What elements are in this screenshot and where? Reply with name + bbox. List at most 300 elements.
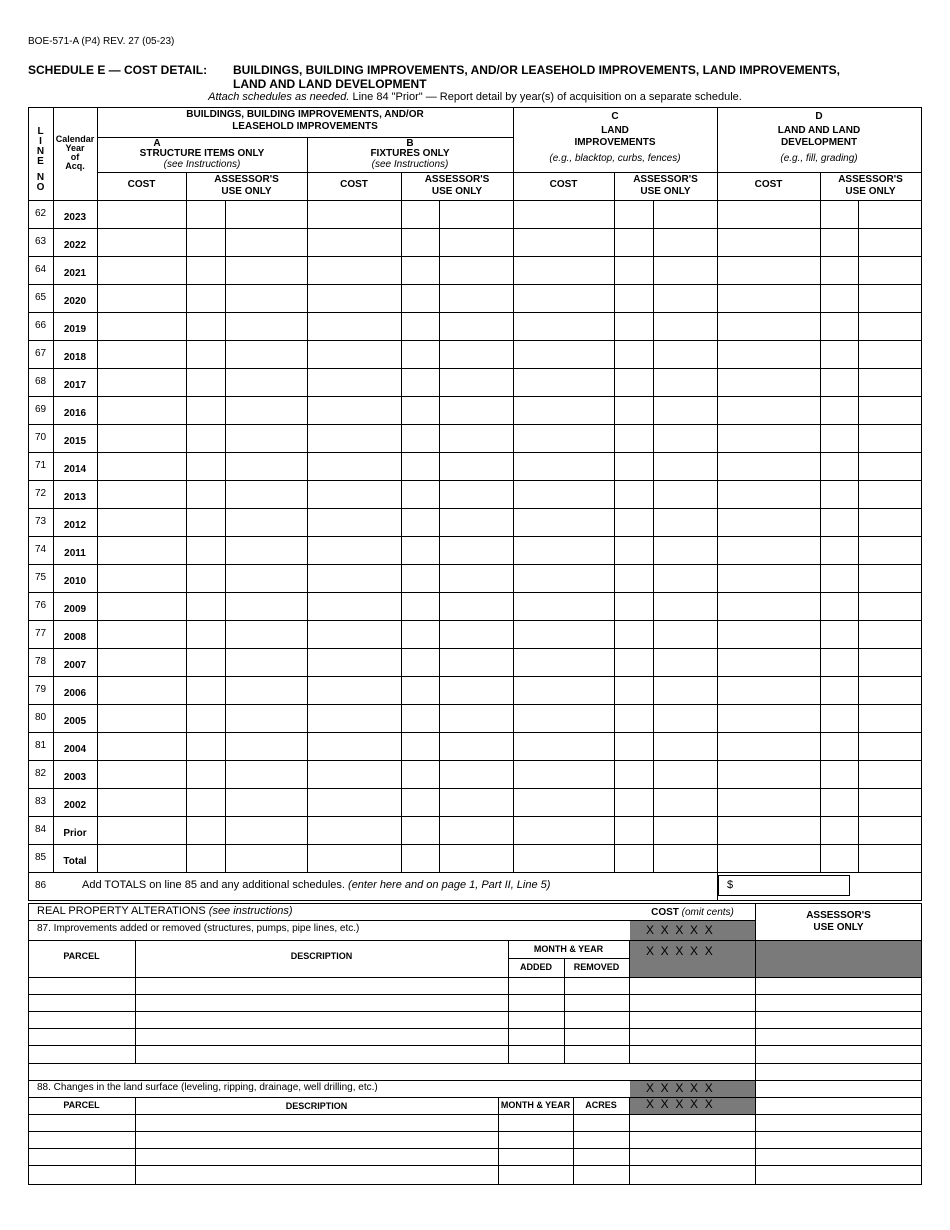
assessor-input[interactable]	[440, 677, 513, 704]
acres-input[interactable]	[574, 1149, 629, 1165]
assessor-input[interactable]	[187, 789, 225, 816]
assessor-input[interactable]	[654, 593, 717, 620]
cost-input[interactable]	[630, 1012, 755, 1028]
parcel-input[interactable]	[29, 978, 135, 994]
description-input[interactable]	[136, 1046, 508, 1063]
assessor-input[interactable]	[187, 649, 225, 676]
cost-input[interactable]	[308, 257, 401, 284]
assessor-input[interactable]	[187, 425, 225, 452]
total-input[interactable]	[718, 875, 850, 896]
assessor-input[interactable]	[226, 285, 307, 312]
assessor-input[interactable]	[821, 733, 858, 760]
cost-input[interactable]	[514, 229, 614, 256]
assessor-input[interactable]	[440, 369, 513, 396]
parcel-input[interactable]	[29, 1012, 135, 1028]
cost-input[interactable]	[98, 593, 186, 620]
cost-input[interactable]	[98, 845, 186, 872]
cost-input[interactable]	[98, 733, 186, 760]
assessor-input[interactable]	[615, 397, 653, 424]
assessor-input[interactable]	[615, 537, 653, 564]
cost-input[interactable]	[718, 537, 820, 564]
cost-input[interactable]	[514, 789, 614, 816]
description-input[interactable]	[136, 995, 508, 1011]
cost-input[interactable]	[514, 677, 614, 704]
assessor-input[interactable]	[756, 1029, 921, 1045]
parcel-input[interactable]	[29, 1166, 135, 1184]
assessor-input[interactable]	[859, 201, 921, 228]
assessor-input[interactable]	[402, 621, 439, 648]
assessor-input[interactable]	[615, 733, 653, 760]
cost-input[interactable]	[514, 733, 614, 760]
assessor-input[interactable]	[402, 313, 439, 340]
cost-input[interactable]	[514, 313, 614, 340]
month-year-input[interactable]	[499, 1149, 573, 1165]
assessor-input[interactable]	[402, 761, 439, 788]
assessor-input[interactable]	[859, 565, 921, 592]
assessor-input[interactable]	[859, 621, 921, 648]
assessor-input[interactable]	[615, 481, 653, 508]
description-input[interactable]	[136, 1149, 498, 1165]
cost-input[interactable]	[98, 649, 186, 676]
assessor-input[interactable]	[226, 313, 307, 340]
assessor-input[interactable]	[402, 257, 439, 284]
removed-input[interactable]	[565, 1046, 629, 1063]
removed-input[interactable]	[565, 978, 629, 994]
assessor-input[interactable]	[859, 369, 921, 396]
cost-input[interactable]	[308, 341, 401, 368]
cost-input[interactable]	[98, 285, 186, 312]
assessor-input[interactable]	[187, 705, 225, 732]
cost-input[interactable]	[718, 677, 820, 704]
cost-input[interactable]	[98, 817, 186, 844]
cost-input[interactable]	[98, 201, 186, 228]
assessor-input[interactable]	[859, 397, 921, 424]
assessor-input[interactable]	[615, 593, 653, 620]
cost-input[interactable]	[514, 817, 614, 844]
assessor-input[interactable]	[615, 453, 653, 480]
assessor-input[interactable]	[859, 649, 921, 676]
assessor-input[interactable]	[402, 397, 439, 424]
cost-input[interactable]	[98, 621, 186, 648]
assessor-input[interactable]	[440, 257, 513, 284]
parcel-input[interactable]	[29, 1046, 135, 1063]
cost-input[interactable]	[308, 313, 401, 340]
assessor-input[interactable]	[654, 453, 717, 480]
cost-input[interactable]	[630, 1115, 755, 1131]
assessor-input[interactable]	[440, 285, 513, 312]
cost-input[interactable]	[98, 481, 186, 508]
cost-input[interactable]	[308, 649, 401, 676]
cost-input[interactable]	[308, 425, 401, 452]
description-input[interactable]	[136, 1166, 498, 1184]
assessor-input[interactable]	[187, 453, 225, 480]
assessor-input[interactable]	[440, 201, 513, 228]
assessor-input[interactable]	[440, 453, 513, 480]
assessor-input[interactable]	[859, 257, 921, 284]
cost-input[interactable]	[630, 1149, 755, 1165]
assessor-input[interactable]	[402, 677, 439, 704]
cost-input[interactable]	[308, 229, 401, 256]
assessor-input[interactable]	[440, 733, 513, 760]
cost-input[interactable]	[98, 397, 186, 424]
cost-input[interactable]	[514, 845, 614, 872]
cost-input[interactable]	[718, 229, 820, 256]
assessor-input[interactable]	[226, 453, 307, 480]
added-input[interactable]	[509, 1046, 564, 1063]
assessor-input[interactable]	[226, 677, 307, 704]
assessor-input[interactable]	[226, 509, 307, 536]
cost-input[interactable]	[718, 285, 820, 312]
cost-input[interactable]	[308, 537, 401, 564]
assessor-input[interactable]	[821, 593, 858, 620]
cost-input[interactable]	[514, 537, 614, 564]
assessor-input[interactable]	[402, 425, 439, 452]
assessor-input[interactable]	[226, 705, 307, 732]
cost-input[interactable]	[98, 565, 186, 592]
parcel-input[interactable]	[29, 1132, 135, 1148]
acres-input[interactable]	[574, 1132, 629, 1148]
assessor-input[interactable]	[821, 565, 858, 592]
cost-input[interactable]	[98, 341, 186, 368]
cost-input[interactable]	[308, 481, 401, 508]
assessor-input[interactable]	[440, 593, 513, 620]
assessor-input[interactable]	[654, 341, 717, 368]
cost-input[interactable]	[308, 509, 401, 536]
assessor-input[interactable]	[615, 565, 653, 592]
assessor-input[interactable]	[187, 845, 225, 872]
assessor-input[interactable]	[615, 229, 653, 256]
assessor-input[interactable]	[821, 453, 858, 480]
assessor-input[interactable]	[226, 341, 307, 368]
assessor-input[interactable]	[821, 789, 858, 816]
assessor-input[interactable]	[859, 481, 921, 508]
cost-input[interactable]	[98, 509, 186, 536]
cost-input[interactable]	[630, 995, 755, 1011]
assessor-input[interactable]	[654, 201, 717, 228]
assessor-input[interactable]	[821, 817, 858, 844]
assessor-input[interactable]	[187, 201, 225, 228]
cost-input[interactable]	[514, 285, 614, 312]
assessor-input[interactable]	[226, 481, 307, 508]
assessor-input[interactable]	[654, 817, 717, 844]
assessor-input[interactable]	[821, 621, 858, 648]
assessor-input[interactable]	[402, 845, 439, 872]
assessor-input[interactable]	[654, 397, 717, 424]
cost-input[interactable]	[718, 453, 820, 480]
cost-input[interactable]	[718, 817, 820, 844]
assessor-input[interactable]	[859, 817, 921, 844]
cost-input[interactable]	[308, 593, 401, 620]
assessor-input[interactable]	[187, 285, 225, 312]
assessor-input[interactable]	[654, 789, 717, 816]
assessor-input[interactable]	[821, 313, 858, 340]
cost-input[interactable]	[98, 369, 186, 396]
assessor-input[interactable]	[654, 705, 717, 732]
assessor-input[interactable]	[615, 509, 653, 536]
cost-input[interactable]	[308, 565, 401, 592]
assessor-input[interactable]	[821, 229, 858, 256]
assessor-input[interactable]	[859, 425, 921, 452]
assessor-input[interactable]	[654, 313, 717, 340]
assessor-input[interactable]	[440, 845, 513, 872]
assessor-input[interactable]	[226, 537, 307, 564]
cost-input[interactable]	[630, 1166, 755, 1184]
assessor-input[interactable]	[402, 537, 439, 564]
assessor-input[interactable]	[440, 817, 513, 844]
assessor-input[interactable]	[440, 229, 513, 256]
assessor-input[interactable]	[821, 705, 858, 732]
assessor-input[interactable]	[654, 845, 717, 872]
assessor-input[interactable]	[859, 705, 921, 732]
cost-input[interactable]	[308, 201, 401, 228]
assessor-input[interactable]	[226, 649, 307, 676]
assessor-input[interactable]	[187, 593, 225, 620]
assessor-input[interactable]	[654, 425, 717, 452]
assessor-input[interactable]	[226, 621, 307, 648]
assessor-input[interactable]	[187, 397, 225, 424]
cost-input[interactable]	[308, 761, 401, 788]
assessor-input[interactable]	[615, 285, 653, 312]
assessor-input[interactable]	[226, 257, 307, 284]
assessor-input[interactable]	[821, 509, 858, 536]
cost-input[interactable]	[718, 201, 820, 228]
assessor-input[interactable]	[654, 285, 717, 312]
cost-input[interactable]	[718, 845, 820, 872]
cost-input[interactable]	[514, 257, 614, 284]
cost-input[interactable]	[514, 425, 614, 452]
assessor-input[interactable]	[654, 761, 717, 788]
assessor-input[interactable]	[615, 369, 653, 396]
assessor-input[interactable]	[756, 1132, 921, 1148]
assessor-input[interactable]	[226, 817, 307, 844]
parcel-input[interactable]	[29, 1029, 135, 1045]
assessor-input[interactable]	[654, 733, 717, 760]
assessor-input[interactable]	[440, 341, 513, 368]
assessor-input[interactable]	[615, 313, 653, 340]
assessor-input[interactable]	[615, 705, 653, 732]
assessor-input[interactable]	[226, 593, 307, 620]
assessor-input[interactable]	[187, 481, 225, 508]
assessor-input[interactable]	[821, 845, 858, 872]
assessor-input[interactable]	[756, 1149, 921, 1165]
cost-input[interactable]	[514, 481, 614, 508]
assessor-input[interactable]	[821, 257, 858, 284]
assessor-input[interactable]	[226, 229, 307, 256]
cost-input[interactable]	[630, 1046, 755, 1063]
assessor-input[interactable]	[226, 845, 307, 872]
assessor-input[interactable]	[756, 1166, 921, 1184]
assessor-input[interactable]	[821, 649, 858, 676]
assessor-input[interactable]	[821, 481, 858, 508]
assessor-input[interactable]	[440, 425, 513, 452]
assessor-input[interactable]	[654, 649, 717, 676]
assessor-input[interactable]	[821, 425, 858, 452]
parcel-input[interactable]	[29, 1115, 135, 1131]
assessor-input[interactable]	[402, 565, 439, 592]
cost-input[interactable]	[718, 397, 820, 424]
cost-input[interactable]	[308, 733, 401, 760]
cost-input[interactable]	[718, 369, 820, 396]
cost-input[interactable]	[718, 425, 820, 452]
assessor-input[interactable]	[615, 257, 653, 284]
assessor-input[interactable]	[187, 677, 225, 704]
assessor-input[interactable]	[440, 621, 513, 648]
assessor-input[interactable]	[187, 369, 225, 396]
cost-input[interactable]	[514, 593, 614, 620]
cost-input[interactable]	[514, 761, 614, 788]
assessor-input[interactable]	[440, 313, 513, 340]
assessor-input[interactable]	[402, 817, 439, 844]
assessor-input[interactable]	[654, 369, 717, 396]
assessor-input[interactable]	[226, 201, 307, 228]
assessor-input[interactable]	[615, 817, 653, 844]
month-year-input[interactable]	[499, 1115, 573, 1131]
assessor-input[interactable]	[615, 649, 653, 676]
cost-input[interactable]	[718, 621, 820, 648]
cost-input[interactable]	[98, 313, 186, 340]
assessor-input[interactable]	[440, 481, 513, 508]
assessor-input[interactable]	[402, 285, 439, 312]
assessor-input[interactable]	[615, 677, 653, 704]
assessor-input[interactable]	[402, 453, 439, 480]
assessor-input[interactable]	[440, 761, 513, 788]
assessor-input[interactable]	[615, 789, 653, 816]
assessor-input[interactable]	[654, 481, 717, 508]
assessor-input[interactable]	[654, 565, 717, 592]
cost-input[interactable]	[718, 313, 820, 340]
assessor-input[interactable]	[756, 995, 921, 1011]
assessor-input[interactable]	[654, 229, 717, 256]
assessor-input[interactable]	[859, 733, 921, 760]
assessor-input[interactable]	[402, 789, 439, 816]
assessor-input[interactable]	[821, 537, 858, 564]
assessor-input[interactable]	[859, 537, 921, 564]
cost-input[interactable]	[308, 817, 401, 844]
assessor-input[interactable]	[756, 1115, 921, 1131]
cost-input[interactable]	[98, 257, 186, 284]
cost-input[interactable]	[514, 509, 614, 536]
assessor-input[interactable]	[187, 341, 225, 368]
cost-input[interactable]	[98, 705, 186, 732]
assessor-input[interactable]	[187, 733, 225, 760]
cost-input[interactable]	[718, 649, 820, 676]
assessor-input[interactable]	[859, 229, 921, 256]
assessor-input[interactable]	[821, 201, 858, 228]
assessor-input[interactable]	[654, 621, 717, 648]
assessor-input[interactable]	[821, 369, 858, 396]
assessor-input[interactable]	[226, 761, 307, 788]
assessor-input[interactable]	[402, 201, 439, 228]
description-input[interactable]	[136, 1115, 498, 1131]
cost-input[interactable]	[718, 509, 820, 536]
assessor-input[interactable]	[226, 733, 307, 760]
cost-input[interactable]	[98, 453, 186, 480]
removed-input[interactable]	[565, 1012, 629, 1028]
acres-input[interactable]	[574, 1166, 629, 1184]
cost-input[interactable]	[630, 1132, 755, 1148]
assessor-input[interactable]	[440, 397, 513, 424]
removed-input[interactable]	[565, 1029, 629, 1045]
cost-input[interactable]	[514, 201, 614, 228]
cost-input[interactable]	[98, 761, 186, 788]
cost-input[interactable]	[718, 789, 820, 816]
assessor-input[interactable]	[756, 1046, 921, 1063]
added-input[interactable]	[509, 978, 564, 994]
assessor-input[interactable]	[402, 229, 439, 256]
assessor-input[interactable]	[821, 761, 858, 788]
assessor-input[interactable]	[859, 677, 921, 704]
assessor-input[interactable]	[402, 593, 439, 620]
assessor-input[interactable]	[615, 845, 653, 872]
description-input[interactable]	[136, 1029, 508, 1045]
cost-input[interactable]	[514, 565, 614, 592]
cost-input[interactable]	[308, 369, 401, 396]
assessor-input[interactable]	[756, 978, 921, 994]
cost-input[interactable]	[514, 649, 614, 676]
month-year-input[interactable]	[499, 1166, 573, 1184]
assessor-input[interactable]	[226, 425, 307, 452]
assessor-input[interactable]	[654, 509, 717, 536]
assessor-input[interactable]	[187, 565, 225, 592]
cost-input[interactable]	[308, 705, 401, 732]
parcel-input[interactable]	[29, 1149, 135, 1165]
month-year-input[interactable]	[499, 1132, 573, 1148]
assessor-input[interactable]	[187, 313, 225, 340]
assessor-input[interactable]	[821, 285, 858, 312]
assessor-input[interactable]	[859, 509, 921, 536]
cost-input[interactable]	[630, 978, 755, 994]
cost-input[interactable]	[514, 621, 614, 648]
cost-input[interactable]	[718, 257, 820, 284]
assessor-input[interactable]	[859, 453, 921, 480]
assessor-input[interactable]	[615, 761, 653, 788]
cost-input[interactable]	[308, 621, 401, 648]
assessor-input[interactable]	[615, 341, 653, 368]
assessor-input[interactable]	[226, 369, 307, 396]
cost-input[interactable]	[718, 593, 820, 620]
assessor-input[interactable]	[226, 789, 307, 816]
cost-input[interactable]	[98, 789, 186, 816]
assessor-input[interactable]	[859, 761, 921, 788]
cost-input[interactable]	[308, 677, 401, 704]
cost-input[interactable]	[514, 341, 614, 368]
assessor-input[interactable]	[654, 677, 717, 704]
assessor-input[interactable]	[440, 649, 513, 676]
assessor-input[interactable]	[187, 229, 225, 256]
cost-input[interactable]	[514, 705, 614, 732]
assessor-input[interactable]	[440, 705, 513, 732]
cost-input[interactable]	[98, 229, 186, 256]
cost-input[interactable]	[718, 481, 820, 508]
assessor-input[interactable]	[187, 537, 225, 564]
cost-input[interactable]	[98, 677, 186, 704]
assessor-input[interactable]	[615, 621, 653, 648]
removed-input[interactable]	[565, 995, 629, 1011]
added-input[interactable]	[509, 1029, 564, 1045]
cost-input[interactable]	[308, 845, 401, 872]
cost-input[interactable]	[718, 761, 820, 788]
cost-input[interactable]	[514, 397, 614, 424]
assessor-input[interactable]	[821, 341, 858, 368]
assessor-input[interactable]	[654, 257, 717, 284]
assessor-input[interactable]	[859, 341, 921, 368]
assessor-input[interactable]	[615, 425, 653, 452]
assessor-input[interactable]	[402, 509, 439, 536]
description-input[interactable]	[136, 1012, 508, 1028]
acres-input[interactable]	[574, 1115, 629, 1131]
assessor-input[interactable]	[402, 649, 439, 676]
description-input[interactable]	[136, 978, 508, 994]
